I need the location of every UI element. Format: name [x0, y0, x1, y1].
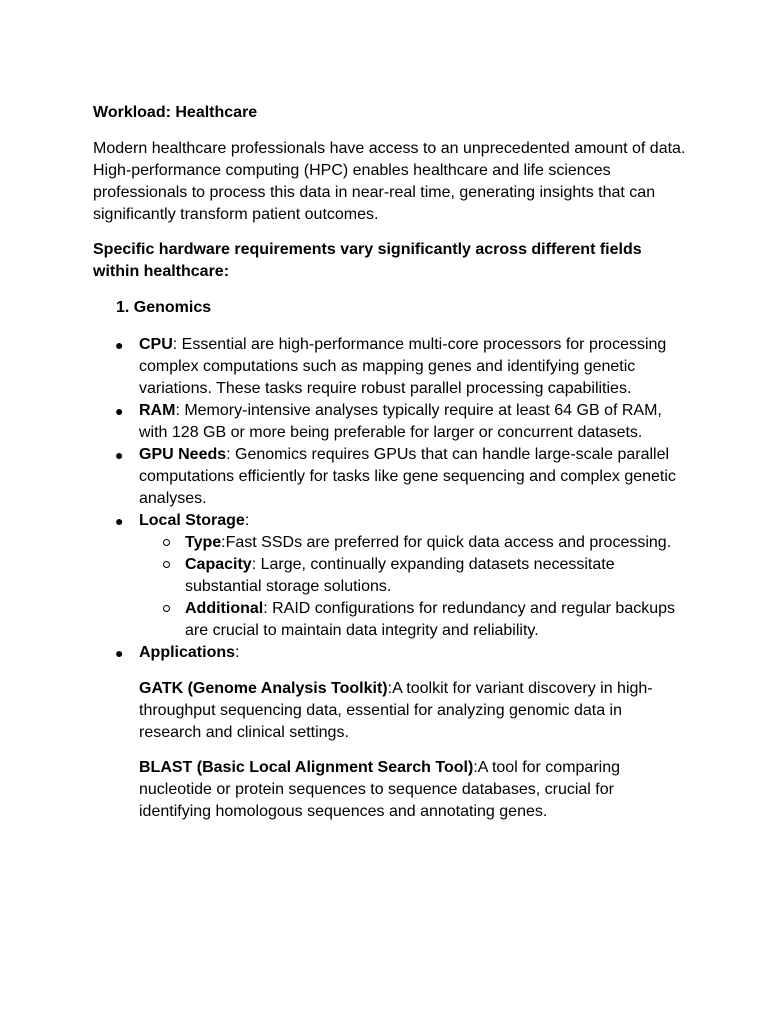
bullet-term: RAM — [139, 402, 176, 419]
bullet-term: Applications — [139, 644, 236, 661]
bullet-item-applications — [115, 642, 688, 823]
hollow-bullet-icon — [163, 539, 170, 546]
genomics-bullet-list — [93, 334, 688, 823]
bullet-text: : — [235, 644, 240, 661]
sub-bullet-text: :Fast SSDs are preferred for quick data access and processing. — [221, 534, 672, 551]
application-name: GATK (Genome Analysis Toolkit) — [139, 680, 388, 697]
requirements-subheading: Specific hardware requirements vary significantly across different fields within healthcare: — [93, 241, 642, 280]
storage-sub-list — [139, 532, 688, 642]
bullet-item-local-storage — [115, 510, 688, 642]
bullet-icon: ● — [115, 645, 124, 661]
bullet-term: GPU Needs — [139, 446, 227, 463]
sub-bullet-term: Additional — [185, 600, 264, 617]
bullet-text: : Genomics requires GPUs that can handle large-scale parallel computations efficiently for tasks like gene sequencing and complex genetic analyses. — [139, 446, 676, 507]
bullet-icon: ● — [115, 337, 124, 353]
bullet-item-gpu — [115, 444, 688, 510]
document-title: Workload: Healthcare — [93, 104, 258, 121]
sub-bullet-additional — [185, 598, 688, 642]
application-description: :A toolkit for variant discovery in high-throughput sequencing data, essential for analyzing genomic data in research and clinical settings. — [139, 680, 653, 741]
bullet-text: : — [244, 512, 250, 529]
hollow-bullet-icon — [163, 561, 170, 568]
bullet-icon: ● — [115, 447, 124, 463]
bullet-item-cpu — [115, 334, 688, 400]
sub-bullet-text: : Large, continually expanding datasets necessitate substantial storage solutions. — [185, 556, 615, 595]
intro-paragraph: Modern healthcare professionals have access to an unprecedented amount of data. High-performance computing (HPC) enables healthcare and life sciences professionals to process this data in near-real time, generating insights that can significantly transform patient outcomes. — [93, 140, 686, 223]
sub-bullet-term: Type — [185, 534, 222, 551]
application-blast — [139, 757, 688, 823]
bullet-text: : Memory-intensive analyses typically require at least 64 GB of RAM, with 128 GB or more being preferable for larger or concurrent datasets. — [139, 402, 662, 441]
bullet-text: : Essential are high-performance multi-core processors for processing complex computations such as mapping genes and identifying genetic variations. These tasks require robust parallel processing capabilities. — [139, 336, 667, 397]
bullet-icon: ● — [115, 513, 124, 529]
bullet-term: CPU — [139, 336, 173, 353]
sub-bullet-text: : RAID configurations for redundancy and regular backups are crucial to maintain data integrity and reliability. — [185, 600, 676, 639]
application-gatk — [139, 678, 688, 744]
bullet-term: Local Storage — [139, 512, 245, 529]
application-name: BLAST (Basic Local Alignment Search Tool) — [139, 759, 474, 776]
bullet-item-ram — [115, 400, 688, 444]
sub-bullet-type — [185, 532, 688, 554]
sub-bullet-capacity — [185, 554, 688, 598]
section-heading-genomics: 1. Genomics — [116, 299, 212, 316]
sub-bullet-term: Capacity — [185, 556, 252, 573]
bullet-icon: ● — [115, 403, 124, 419]
hollow-bullet-icon — [163, 605, 170, 612]
application-description: :A tool for comparing nucleotide or protein sequences to sequence databases, crucial for identifying homologous sequences and annotating genes. — [139, 759, 621, 820]
